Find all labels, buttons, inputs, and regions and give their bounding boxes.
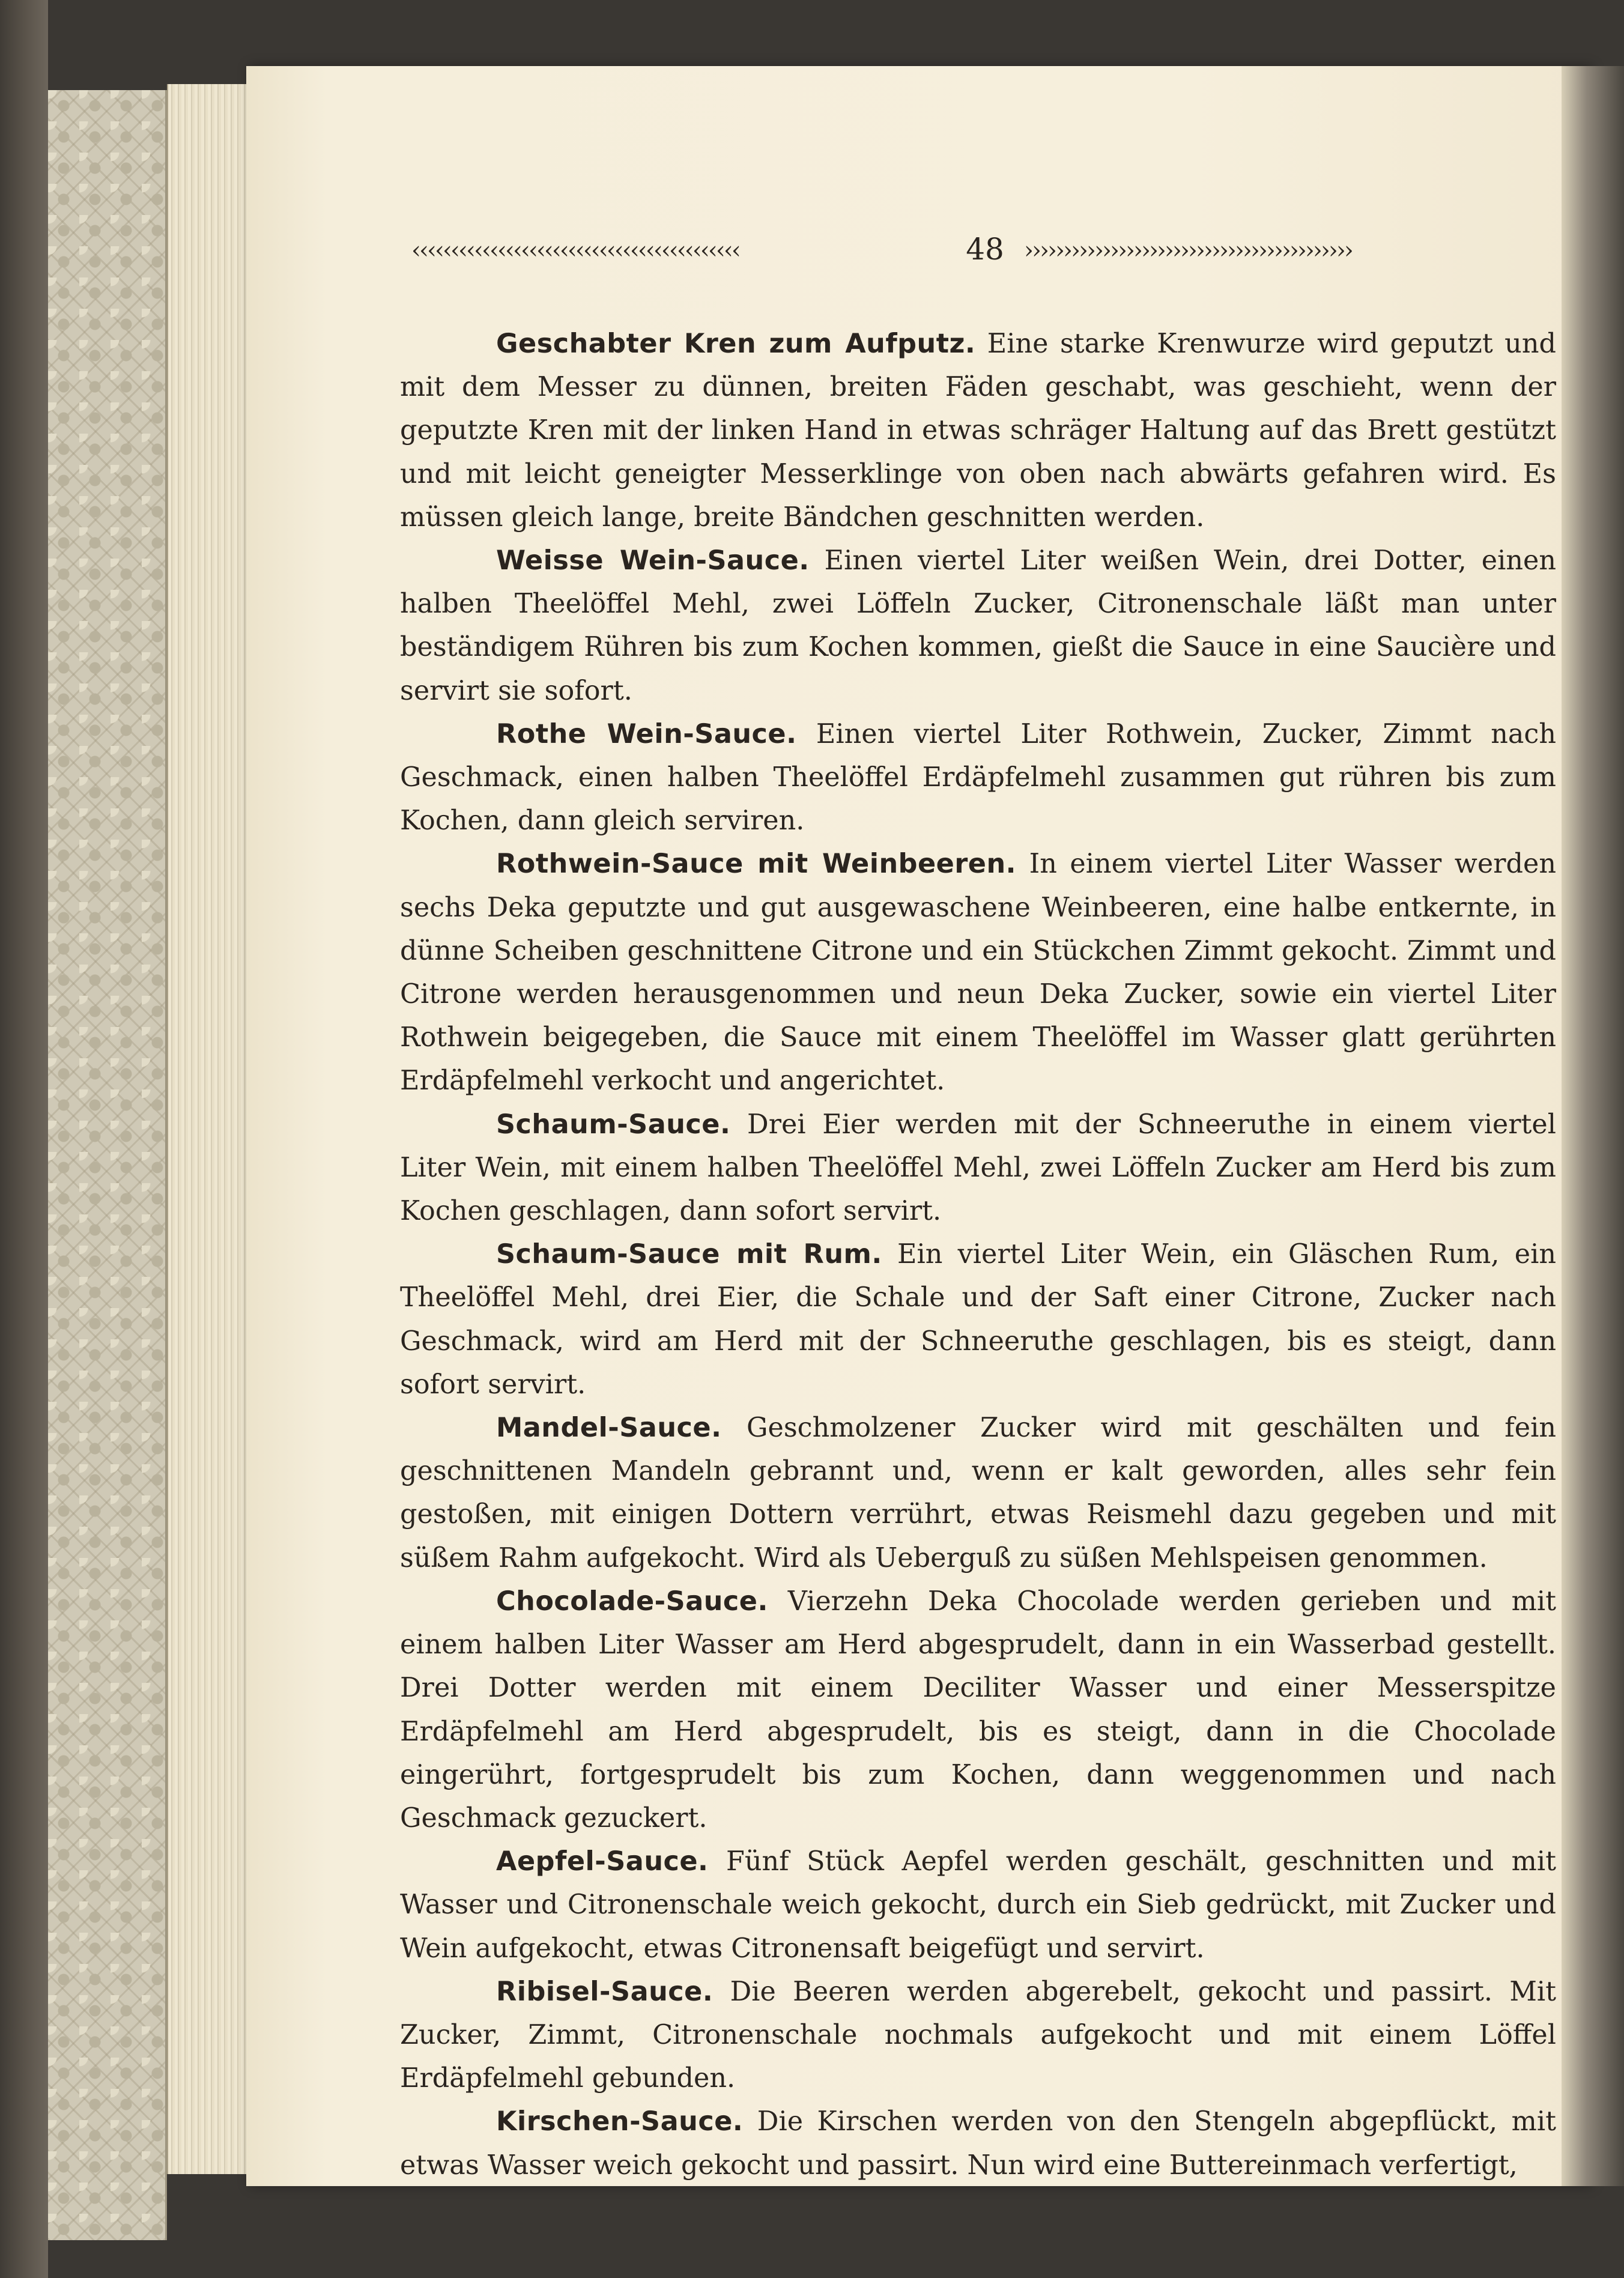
book-cover-edge	[0, 0, 48, 2278]
recipe-entry	[400, 1971, 1556, 2101]
recipe-text: Geschmolzener Zucker wird mit geschälten und fein geschnittenen Mandeln gebrannt und, wenn er kalt geworden, alles sehr fein gestoßen, mit einigen Dottern verrührt, etwas Reismehl dazu gegeben und mit süßem Rahm aufgekocht. Wird als Ueberguß zu süßen Mehlspeisen genommen.	[400, 1413, 1556, 1574]
page-stack-edges	[167, 84, 252, 2174]
header-ornament-right: ››››››››››››››››››››››››››››››››››››››››››	[1024, 237, 1352, 264]
recipe-entry	[400, 1580, 1556, 1840]
recipe-text: Eine starke Krenwurze wird geputzt und mit dem Messer zu dünnen, breiten Fäden geschabt, was geschieht, wenn der geputzte Kren mit der linken Hand in etwas schräger Haltung auf das Brett gestützt und mit leicht geneigter Messerklinge von oben nach abwärts gefahren wird. Es müssen gleich lange, breite Bändchen geschnitten werden.	[400, 329, 1556, 533]
recipe-text: Drei Eier werden mit der Schneeruthe in einem viertel Liter Wein, mit einem halben Theelöffel Mehl, zwei Löffeln Zucker am Herd bis zum Kochen geschlagen, dann sofort servirt.	[400, 1109, 1556, 1227]
page-number: 48	[966, 232, 1004, 267]
recipe-entry	[400, 1840, 1556, 1971]
recipe-entry	[400, 843, 1556, 1103]
page-gutter-shadow	[1562, 66, 1624, 2186]
recipe-title: Weisse Wein-Sauce.	[496, 545, 810, 577]
recipe-title: Rothwein-Sauce mit Weinbeeren.	[496, 849, 1017, 880]
recipe-text: Fünf Stück Aepfel werden geschält, geschnitten und mit Wasser und Citronenschale weich gekocht, durch ein Sieb gedrückt, mit Zucker und Wein aufgekocht, etwas Citronensaft beigefügt und servirt.	[400, 1846, 1556, 1964]
recipe-entry	[400, 1233, 1556, 1407]
recipe-entry	[400, 1103, 1556, 1234]
header-ornament-left: ‹‹‹‹‹‹‹‹‹‹‹‹‹‹‹‹‹‹‹‹‹‹‹‹‹‹‹‹‹‹‹‹‹‹‹‹‹‹‹‹‹‹	[411, 237, 739, 264]
recipe-text: Vierzehn Deka Chocolade werden gerieben und mit einem halben Liter Wasser am Herd abgesprudelt, dann in ein Wasserbad gestellt. Drei Dotter werden mit einem Deciliter Wasser und einer Messerspitze Erdäpfelmehl am Herd abgesprudelt, bis es steigt, dann in die Chocolade eingerührt, fortgesprudelt bis zum Kochen, dann weggenommen und nach Geschmack gezuckert.	[400, 1586, 1556, 1834]
recipe-text: Ein viertel Liter Wein, ein Gläschen Rum, ein Theelöffel Mehl, drei Eier, die Schale und der Saft einer Citrone, Zucker nach Geschmack, wird am Herd mit der Schneeruthe geschlagen, bis es steigt, dann sofort servirt.	[400, 1239, 1556, 1400]
recipe-text: Einen viertel Liter weißen Wein, drei Dotter, einen halben Theelöffel Mehl, zwei Löffeln Zucker, Citronenschale läßt man unter beständigem Rühren bis zum Kochen kommen, gießt die Sauce in eine Saucière und servirt sie sofort.	[400, 545, 1556, 706]
recipe-title: Kirschen-Sauce.	[496, 2106, 744, 2137]
recipe-entry	[400, 713, 1556, 843]
recipe-text-block	[400, 323, 1556, 2187]
recipe-text: Die Kirschen werden von den Stengeln abgepflückt, mit etwas Wasser weich gekocht und passirt. Nun wird eine Buttereinmach verfertigt,	[400, 2106, 1556, 2181]
recipe-title: Geschabter Kren zum Aufputz.	[496, 329, 976, 359]
recipe-title: Mandel-Sauce.	[496, 1413, 722, 1444]
recipe-title: Aepfel-Sauce.	[496, 1846, 709, 1877]
recipe-text: Einen viertel Liter Rothwein, Zucker, Zimmt nach Geschmack, einen halben Theelöffel Erdäpfelmehl zusammen gut rühren bis zum Kochen, dann gleich serviren.	[400, 718, 1556, 837]
recipe-entry	[400, 2100, 1556, 2187]
recipe-entry	[400, 1407, 1556, 1580]
recipe-text: In einem viertel Liter Wasser werden sechs Deka geputzte und gut ausgewaschene Weinbeeren, eine halbe entkernte, in dünne Scheiben geschnittene Citrone und ein Stückchen Zimmt gekocht. Zimmt und Citrone werden herausgenommen und neun Deka Zucker, sowie ein viertel Liter Rothwein beigegeben, die Sauce mit einem Theelöffel im Wasser glatt gerührten Erdäpfelmehl verkocht und angerichtet.	[400, 849, 1556, 1097]
recipe-entry	[400, 539, 1556, 713]
recipe-title: Ribisel-Sauce.	[496, 1976, 714, 2007]
recipe-title: Schaum-Sauce mit Rum.	[496, 1239, 882, 1270]
recipe-entry	[400, 323, 1556, 539]
recipe-text: Die Beeren werden abgerebelt, gekocht und passirt. Mit Zucker, Zimmt, Citronenschale nochmals aufgekocht und mit einem Löffel Erdäpfelmehl gebunden.	[400, 1976, 1556, 2094]
recipe-title: Rothe Wein-Sauce.	[496, 718, 797, 750]
patterned-endpaper	[48, 90, 167, 2240]
recipe-title: Chocolade-Sauce.	[496, 1586, 768, 1617]
recipe-title: Schaum-Sauce.	[496, 1109, 731, 1140]
